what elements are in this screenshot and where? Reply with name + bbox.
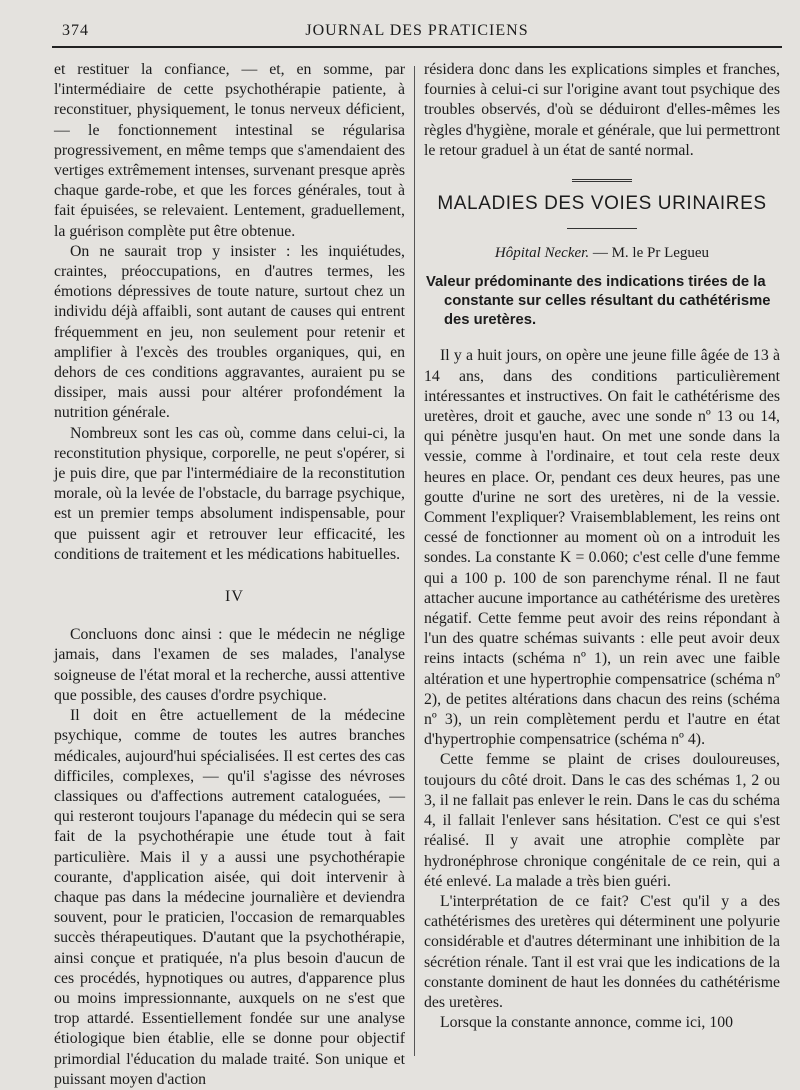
paragraph: L'interprétation de ce fait? C'est qu'il y a des cathétérismes des uretères qui déterminent une polyurie considérable et d'autres déterminant une inhibition de la sécrétion rénale. Tant il est vrai que les indications de la constante dominent de haut les données du cathétérisme des uretères. — [424, 892, 780, 1011]
running-header — [52, 18, 782, 46]
paragraph: Lorsque la constante annonce, comme ici, 100 — [440, 1014, 734, 1032]
decorative-rule — [572, 179, 632, 182]
hospital-line — [424, 243, 780, 263]
paragraph: Concluons donc ainsi : que le médecin ne néglige jamais, dans l'examen de ses malades, l'analyse soigneuse de l'état moral et la recherche, aussi attentive que possible, des causes d'ordre psychique. — [54, 626, 405, 704]
paragraph: Il y a huit jours, on opère une jeune fille âgée de 13 à 14 ans, dans des conditions particulièrement intéressantes et instructives. On fait le cathétérisme des uretères, droit et gauche, avec une sonde nº 13 ou 14, qui pénètre jusqu'en haut. On met une sonde dans la vessie, comme à l'ordinaire, et tout cela reste deux heures en place. Or, pendant ces deux heures, pas une goutte d'urine ne sort des uretères, ni de la vessie. Comment l'expliquer? Vraisemblablement, les reins ont cessé de fonctionner au moment où on a introduit les sondes. La constante K = 0.060; c'est celle d'une femme qui a 100 p. 100 de son parenchyme rénal. Il ne faut attacher aucune importance au cathétérisme des uretères négatif. Cette femme peut avoir des reins répondant à l'un des quatre schémas suivants : elle peut avoir deux reins intacts (schéma nº 1), un rein avec une faible altération et une hypertrophie compensatrice (schéma nº 2), de petites altérations dans chacun des reins (schéma nº 3), un rein complètement perdu et l'autre en état d'hypertrophie compensatrice (schéma nº 4). — [424, 347, 780, 749]
column-divider — [414, 66, 415, 1056]
section-title: MALADIES DES VOIES URINAIRES — [437, 193, 767, 215]
journal-title: JOURNAL DES PRATICIENS — [305, 22, 529, 39]
header-rule — [52, 46, 782, 48]
hospital-name: Hôpital Necker. — [494, 245, 590, 262]
paragraph: Cette femme se plaint de crises douloureuses, toujours du côté droit. Dans le cas des schémas 1, 2 ou 3, il ne fallait pas enlever le rein. Dans le cas du schéma 4, il fallait l'enlever sans hésitation. C'est ce qui s'est réalisé. Il y avait une atrophie complète par hydronéphrose chronique congénitale de ce rein, qui a été enlevé. La malade a très bien guéri. — [424, 751, 780, 890]
paragraph: résidera donc dans les explications simples et franches, fournies à celui-ci sur l'origine avant tout psychique des troubles observés, d'où se déduiront d'elles-mêmes les règles d'hygiène, morale et générale, que lui permettront le retour graduel à un état de santé normal. — [424, 61, 780, 159]
paragraph: On ne saurait trop y insister : les inquiétudes, craintes, préoccupations, en d'autres termes, les émotions dépressives de toute nature, surtout chez un individu déjà affaibli, sont autant de causes qui entrent fréquemment en jeu, non seulement pour retenir et amplifier à l'excès des troubles organiques, qui, en dehors de ces conditions aggravantes, auraient pu se dissiper, mais aussi pour altérer profondément la nutrition générale. — [54, 242, 405, 422]
left-column — [54, 60, 405, 1090]
right-column — [424, 60, 780, 1033]
paragraph: Nombreux sont les cas où, comme dans celui-ci, la reconstitution physique, corporelle, ne peut s'opérer, si je puis dire, que par l'intermédiaire de la reconstitution morale, où la levée de l'obstacle, du barrage psychique, est un premier temps absolument indispensable, pour que puissent agir et retrouver leur efficacité, les conditions de traitement et les médications habituelles. — [54, 424, 405, 563]
article-subtitle: Valeur prédominante des indications tirées de la constante sur celles résultant du cathétérisme des uretères. — [426, 274, 771, 329]
page-number: 374 — [62, 22, 89, 39]
section-number: IV — [225, 588, 244, 606]
professor-name: — M. le Pr Legueu — [592, 245, 710, 262]
paragraph: Il doit en être actuellement de la médecine psychique, comme de toutes les autres branches médicales, aujourd'hui spécialisées. Il est certes des cas difficiles, complexes, — qu'il s'agisse des névroses classiques ou d'affections autrement cataloguées, — qui resteront toujours l'apanage du médecin qui se sera fait de la psychothérapie une étude tout à fait particulière. Mais il y a aussi une psychothérapie courante, d'application aisée, qui doit intervenir à chaque pas dans la médecine journalière et deviendra souvent, pour le praticien, l'occasion de remarquables succès thérapeutiques. D'autant que la psychothérapie, ainsi conçue et pratiquée, n'a plus besoin d'aucun de ces procédés, hypnotiques ou autres, d'apparence plus ou moins impressionnante, auxquels on ne s'est que trop attardé. Essentiellement fondée sur une analyse étiologique bien établie, elle se donne pour objectif primordial l'éducation du malade traité. Son unique et puissant moyen d'action — [54, 707, 405, 1088]
paragraph: et restituer la confiance, — et, en somme, par l'intermédiaire de cette psychothérapie patiente, à reconstituer, physiquement, le tonus nerveux déficient, — le fonctionnement intestinal se régularisa progressivement, en même temps que s'amendaient des vertiges extrêmement intenses, survenant presque après chaque garde-robe, et que les forces générales, tout à fait épuisées, se relevaient. Lentement, graduellement, la guérison complète put être obtenue. — [54, 61, 405, 240]
title-rule — [567, 228, 637, 229]
